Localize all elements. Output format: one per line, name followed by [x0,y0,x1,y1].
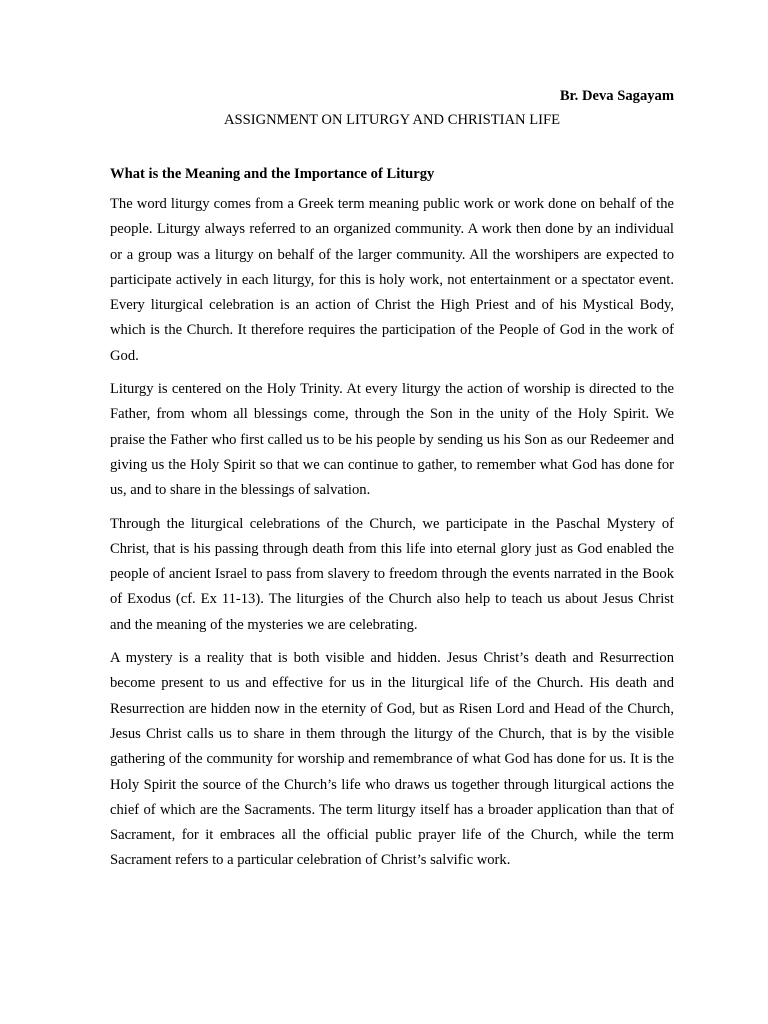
document-page [110,86,674,874]
paragraph-4: A mystery is a reality that is both visible and hidden. Jesus Christ’s death and Resurrection become present to us and effective for us in the liturgical life of the Church. His death and Resurrection are hidden now in the eternity of God, but as Risen Lord and Head of the Church, Jesus Christ calls us to share in them through the liturgy of the Church, that is by the visible gathering of the community for worship and remembrance of what God has done for us. It is the Holy Spirit the source of the Church’s life who draws us together through liturgical actions the chief of which are the Sacraments. The term liturgy itself has a broader application than that of Sacrament, for it embraces all the official public prayer life of the Church, while the term Sacrament refers to a particular celebration of Christ’s salvific work. [110,650,674,869]
document-title: ASSIGNMENT ON LITURGY AND CHRISTIAN LIFE [223,112,561,128]
paragraph-1: The word liturgy comes from a Greek term meaning public work or work done on behalf of the people. Liturgy always referred to an organized community. A work then done by an individual or a group was a liturgy on behalf of the larger community. All the worshipers are expected to participate actively in each liturgy, for this is holy work, not entertainment or a spectator event. Every liturgical celebration is an action of Christ the High Priest and of his Mystical Body, which is the Church. It therefore requires the participation of the People of God in the work of God. [110,196,674,364]
section-heading: What is the Meaning and the Importance of Liturgy [110,166,435,182]
paragraph-2: Liturgy is centered on the Holy Trinity. At every liturgy the action of worship is directed to the Father, from whom all blessings come, through the Son in the unity of the Holy Spirit. We praise the Father who first called us to be his people by sending us his Son as our Redeemer and giving us the Holy Spirit so that we can continue to gather, to remember what God has done for us, and to share in the blessings of salvation. [110,381,674,499]
paragraph-3: Through the liturgical celebrations of the Church, we participate in the Paschal Mystery of Christ, that is his passing through death from this life into eternal glory just as God enabled the people of ancient Israel to pass from slavery to freedom through the events narrated in the Book of Exodus (cf. Ex 11-13). The liturgies of the Church also help to teach us about Jesus Christ and the meaning of the mysteries we are celebrating. [110,515,674,633]
author-name: Br. Deva Sagayam [559,88,674,104]
